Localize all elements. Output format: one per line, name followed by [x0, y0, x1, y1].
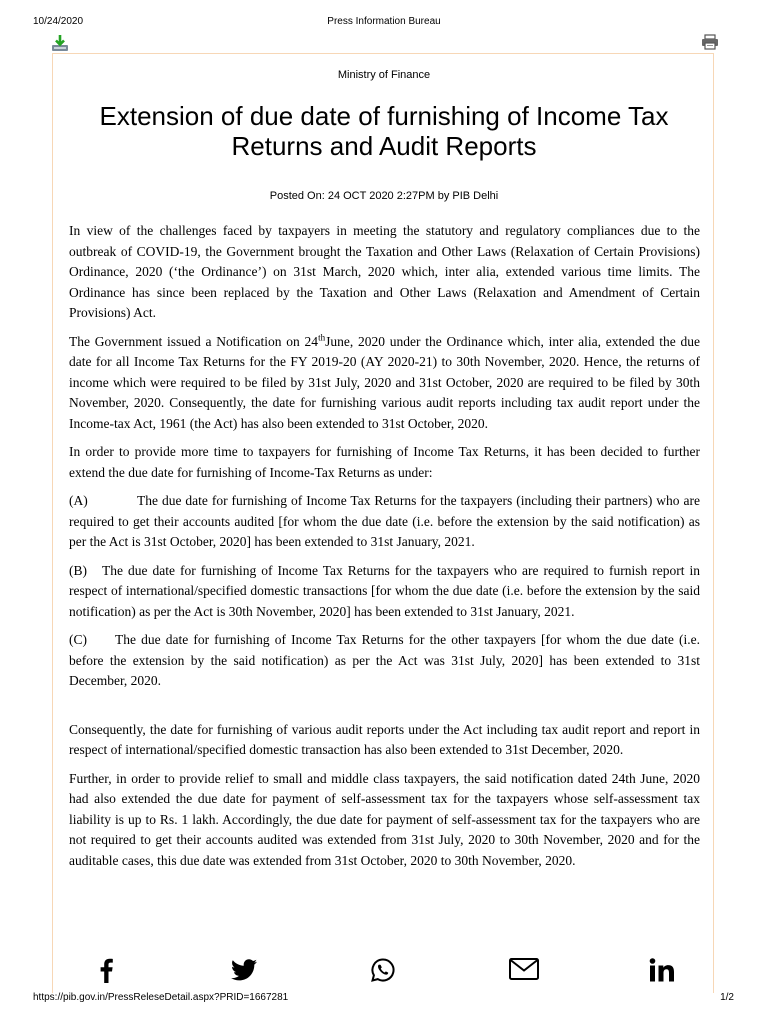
- release-body: [69, 221, 700, 879]
- list-item-c: [69, 630, 700, 692]
- list-label-a: (A): [69, 493, 88, 508]
- ministry-name: Ministry of Finance: [337, 69, 431, 81]
- paragraph-further-extension: In order to provide more time to taxpayers for furnishing of Income Tax Returns, it has been decided to further extend the due date for furnishing of Income-Tax Returns as under:: [69, 444, 700, 480]
- facebook-icon[interactable]: [98, 957, 114, 988]
- list-text-a: The due date for furnishing of Income Tax Returns for the taxpayers (including their partners) who are required to get their accounts audited [for whom the due date (i.e. before the extension by the said notification) as per the Act is 31st October, 2020] has been extended to 31st January, 2021.: [69, 493, 700, 549]
- share-bar: [52, 955, 714, 985]
- ordinal-suffix: th: [318, 332, 326, 342]
- release-title: Extension of due date of furnishing of Income Tax Returns and Audit Reports: [99, 101, 669, 161]
- twitter-icon[interactable]: [231, 959, 257, 986]
- list-item-a: [69, 491, 700, 553]
- print-site-title: Press Information Bureau: [327, 16, 441, 27]
- paragraph-notification-start: The Government issued a Notification on 24: [69, 333, 319, 349]
- paragraph-notification-rest: June, 2020 under the Ordinance which, inter alia, extended the due date for all Income Tax Returns for the FY 2019-20 (AY 2020-21) to 30th November, 2020. Hence, the returns of income which were required to be filed by 31st July, 2020 and 31st October, 2020 are required to be filed by 30th November, 2020. Consequently, the date for furnishing various audit reports including tax audit report under the Income-tax Act, 1961 (the Act) has also been extended to 31st October, 2020.: [69, 333, 701, 431]
- list-label-c: (C): [69, 632, 87, 647]
- download-icon[interactable]: [51, 34, 69, 52]
- list-text-c: The due date for furnishing of Income Tax Returns for the other taxpayers [for whom the due date (i.e. before the extension by the said notification) as per the Act was 31st July, 2020] has been extended to 31st December, 2020.: [69, 632, 700, 688]
- print-url: https://pib.gov.in/PressReleseDetail.aspx?PRID=1667281: [33, 992, 289, 1003]
- print-date: 10/24/2020: [33, 16, 84, 27]
- print-footer: [0, 992, 768, 1008]
- whatsapp-icon[interactable]: [370, 957, 396, 988]
- paragraph-self-assessment: Further, in order to provide relief to small and middle class taxpayers, the said notification dated 24th June, 2020 had also extended the due date for payment of self-assessment tax for the taxpayers whose self-assessment tax liability is up to Rs. 1 lakh. Accordingly, the due date for payment of self-assessment tax for the taxpayers who are not required to get their accounts audited was extended from 31st July, 2020 to 30th November, 2020 and for the auditable cases, this due date was extended from 31st October, 2020 to 30th November, 2020.: [69, 770, 700, 868]
- posted-on: Posted On: 24 OCT 2020 2:27PM by PIB Delhi: [269, 190, 499, 202]
- page-indicator: 1/2: [720, 992, 734, 1003]
- paragraph-audit-reports: Consequently, the date for furnishing of various audit reports under the Act including tax audit report and report in respect of international/specified domestic transaction has also been extended to 31st December, 2020.: [69, 721, 700, 757]
- list-text-b: The due date for furnishing of Income Tax Returns for the taxpayers who are required to furnish report in respect of international/specified domestic transactions [for whom the due date (i.e. before the extension by the said notification) as per the Act is 30th November, 2020] has been extended to 31st January, 2021.: [69, 562, 700, 619]
- print-header: [0, 16, 768, 32]
- list-item-b: [69, 561, 700, 623]
- paragraph-notification: [69, 332, 700, 435]
- linkedin-icon[interactable]: [649, 958, 675, 987]
- list-label-b: (B): [69, 562, 87, 578]
- printer-icon[interactable]: [701, 34, 719, 50]
- paragraph-covid-ordinance: In view of the challenges faced by taxpayers in meeting the statutory and regulatory compliances due to the outbreak of COVID-19, the Government brought the Taxation and Other Laws (Relaxation of Certain Provisions) Ordinance, 2020 (‘the Ordinance’) on 31st March, 2020 which, inter alia, extended various time limits. The Ordinance has since been replaced by the Taxation and Other Laws (Relaxation and Amendment of Certain Provisions) Act.: [69, 223, 700, 320]
- email-icon[interactable]: [509, 958, 539, 985]
